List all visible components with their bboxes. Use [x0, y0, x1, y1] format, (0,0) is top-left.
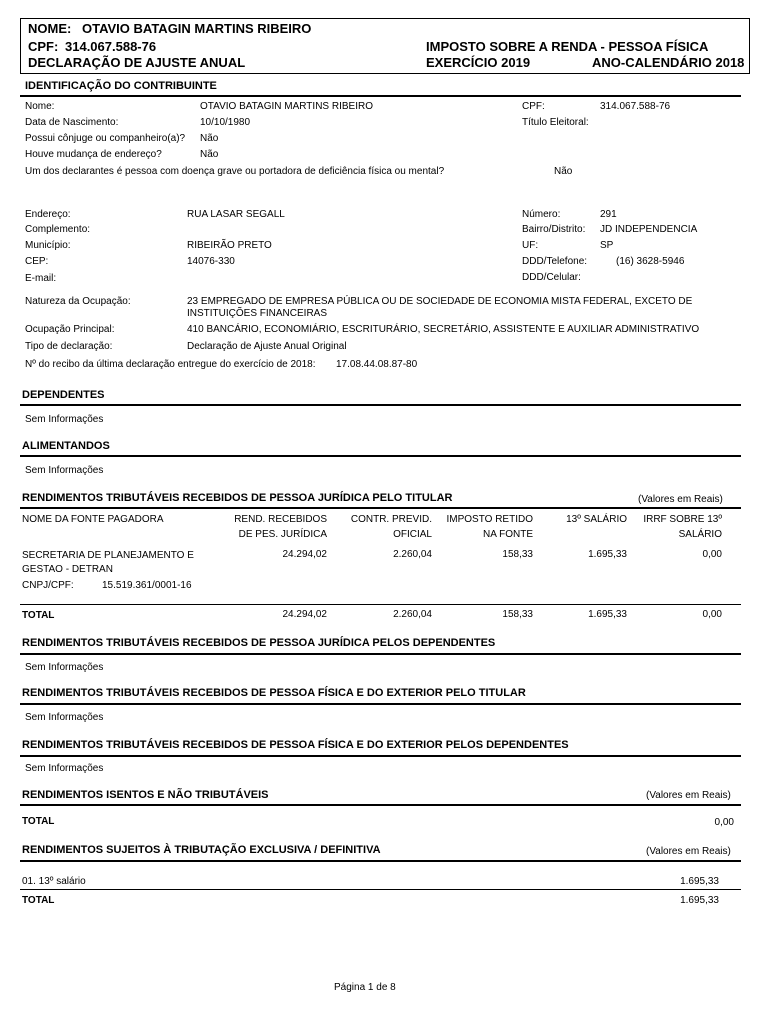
label-name: Nome:: [25, 101, 55, 112]
label-cpf: CPF:: [522, 101, 545, 112]
no-info-alimony: Sem Informações: [25, 465, 104, 476]
label-complement: Complemento:: [25, 224, 91, 235]
label-birth-date: Data de Nascimento:: [25, 117, 119, 128]
section-title-pj-dependents: RENDIMENTOS TRIBUTÁVEIS RECEBIDOS DE PESSOA JURÍDICA PELOS DEPENDENTES: [22, 637, 496, 649]
values-note: (Valores em Reais): [646, 846, 731, 857]
header-cpf: 314.067.588-76: [65, 39, 157, 54]
value-last-receipt: 17.08.44.08.87-80: [336, 359, 418, 370]
header-cpf-label: CPF:: [28, 39, 59, 54]
no-info-pf-dependents: Sem Informações: [25, 763, 104, 774]
total-withheld: 158,33: [502, 609, 533, 620]
section-title-dependents: DEPENDENTES: [22, 389, 105, 401]
label-zip: CEP:: [25, 256, 49, 267]
exclusive-total-value: 1.695,33: [680, 895, 719, 906]
divider: [20, 653, 741, 655]
col-header-13th: 13º SALÁRIO: [566, 514, 627, 525]
section-title-exempt: RENDIMENTOS ISENTOS E NÃO TRIBUTÁVEIS: [22, 789, 269, 801]
label-spouse: Possui cônjuge ou companheiro(a)?: [25, 133, 186, 144]
section-title-identification: IDENTIFICAÇÃO DO CONTRIBUINTE: [25, 80, 217, 92]
divider: [20, 703, 741, 705]
exclusive-item-label: 01. 13º salário: [22, 876, 86, 887]
col-header-income-a: REND. RECEBIDOS: [234, 514, 327, 525]
label-last-receipt: Nº do recibo da última declaração entregue do exercício de 2018:: [25, 359, 316, 370]
section-title-pf-dependents: RENDIMENTOS TRIBUTÁVEIS RECEBIDOS DE PESSOA FÍSICA E DO EXTERIOR PELOS DEPENDENTES: [22, 739, 569, 751]
header-name-label: NOME:: [28, 21, 72, 36]
value-name: OTAVIO BATAGIN MARTINS RIBEIRO: [200, 101, 373, 112]
col-header-source: NOME DA FONTE PAGADORA: [22, 514, 164, 525]
total-13th: 1.695,33: [588, 609, 627, 620]
exclusive-item-value: 1.695,33: [680, 876, 719, 887]
no-info-pf-holder: Sem Informações: [25, 712, 104, 723]
divider: [20, 95, 741, 97]
value-disability: Não: [554, 166, 573, 177]
row-cnpj: 15.519.361/0001-16: [102, 580, 192, 591]
no-info-dependents: Sem Informações: [25, 414, 104, 425]
total-label: TOTAL: [22, 610, 55, 621]
divider: [20, 804, 741, 806]
value-address: RUA LASAR SEGALL: [187, 209, 285, 220]
value-declaration-type: Declaração de Ajuste Anual Original: [187, 341, 347, 352]
label-state: UF:: [522, 240, 539, 251]
exclusive-total-label: TOTAL: [22, 895, 55, 906]
page-number: Página 1 de 8: [334, 982, 396, 993]
label-city: Município:: [25, 240, 71, 251]
divider: [20, 860, 741, 862]
divider: [20, 455, 741, 457]
value-main-occupation: 410 BANCÁRIO, ECONOMIÁRIO, ESCRITURÁRIO, SECRETÁRIO, ASSISTENTE E AUXILIAR ADMINISTRATIVO: [187, 324, 700, 335]
row-irrf: 0,00: [702, 549, 722, 560]
row-contrib: 2.260,04: [393, 549, 432, 560]
label-main-occupation: Ocupação Principal:: [25, 324, 115, 335]
row-income: 24.294,02: [282, 549, 327, 560]
section-title-exclusive: RENDIMENTOS SUJEITOS À TRIBUTAÇÃO EXCLUSIVA / DEFINITIVA: [22, 844, 381, 856]
value-number: 291: [600, 209, 617, 220]
value-zip: 14076-330: [187, 256, 235, 267]
divider: [20, 507, 741, 509]
header-calendar-year: ANO-CALENDÁRIO 2018: [592, 55, 745, 70]
row-13th: 1.695,33: [588, 549, 627, 560]
col-header-irrf-b: SALÁRIO: [678, 529, 722, 540]
section-title-pf-holder: RENDIMENTOS TRIBUTÁVEIS RECEBIDOS DE PESSOA FÍSICA E DO EXTERIOR PELO TITULAR: [22, 687, 526, 699]
col-header-withheld-a: IMPOSTO RETIDO: [446, 514, 533, 525]
divider: [20, 755, 741, 757]
value-cpf: 314.067.588-76: [600, 101, 671, 112]
label-declaration-type: Tipo de declaração:: [25, 341, 113, 352]
header-name: OTAVIO BATAGIN MARTINS RIBEIRO: [82, 21, 312, 36]
col-header-income-b: DE PES. JURÍDICA: [238, 529, 327, 540]
label-voter-id: Título Eleitoral:: [522, 117, 589, 128]
label-address: Endereço:: [25, 209, 71, 220]
total-income: 24.294,02: [282, 609, 327, 620]
value-city: RIBEIRÃO PRETO: [187, 240, 272, 251]
value-district: JD INDEPENDENCIA: [600, 224, 698, 235]
label-occupation-nature: Natureza da Ocupação:: [25, 296, 131, 307]
header-declaration-type: DECLARAÇÃO DE AJUSTE ANUAL: [28, 55, 246, 70]
label-address-change: Houve mudança de endereço?: [25, 149, 162, 160]
row-withheld: 158,33: [502, 549, 533, 560]
row-cnpj-label: CNPJ/CPF:: [22, 580, 74, 591]
label-email: E-mail:: [25, 273, 57, 284]
col-header-irrf-a: IRRF SOBRE 13º: [643, 514, 722, 525]
exempt-total-label: TOTAL: [22, 816, 55, 827]
value-state: SP: [600, 240, 614, 251]
values-note: (Valores em Reais): [646, 790, 731, 801]
label-disability: Um dos declarantes é pessoa com doença grave ou portadora de deficiência física ou mental?: [25, 166, 445, 177]
value-occupation-nature: 23 EMPREGADO DE EMPRESA PÚBLICA OU DE SOCIEDADE DE ECONOMIA MISTA FEDERAL, EXCETO DE INSTITUIÇÕES FINANCEIRAS: [187, 296, 693, 319]
header-exercise: EXERCÍCIO 2019: [426, 55, 531, 70]
label-phone: DDD/Telefone:: [522, 256, 588, 267]
value-phone: (16) 3628-5946: [616, 256, 685, 267]
label-mobile: DDD/Celular:: [522, 272, 581, 283]
no-info-pj-dependents: Sem Informações: [25, 662, 104, 673]
value-birth-date: 10/10/1980: [200, 117, 251, 128]
col-header-contrib-b: OFICIAL: [393, 529, 432, 540]
col-header-contrib-a: CONTR. PREVID.: [350, 514, 432, 525]
section-title-alimony: ALIMENTANDOS: [22, 440, 110, 452]
total-irrf: 0,00: [702, 609, 722, 620]
exempt-total-value: 0,00: [714, 817, 734, 828]
header-tax-title: IMPOSTO SOBRE A RENDA - PESSOA FÍSICA: [426, 39, 709, 54]
section-title-pj-income: RENDIMENTOS TRIBUTÁVEIS RECEBIDOS DE PESSOA JURÍDICA PELO TITULAR: [22, 492, 453, 504]
value-address-change: Não: [200, 149, 219, 160]
values-note: (Valores em Reais): [638, 494, 723, 505]
divider: [20, 604, 741, 605]
label-district: Bairro/Distrito:: [522, 224, 586, 235]
divider: [20, 889, 741, 890]
value-spouse: Não: [200, 133, 219, 144]
total-contrib: 2.260,04: [393, 609, 432, 620]
col-header-withheld-b: NA FONTE: [482, 529, 533, 540]
label-number: Número:: [522, 209, 561, 220]
row-source-name: SECRETARIA DE PLANEJAMENTO E GESTAO - DETRAN: [22, 550, 194, 575]
divider: [20, 404, 741, 406]
